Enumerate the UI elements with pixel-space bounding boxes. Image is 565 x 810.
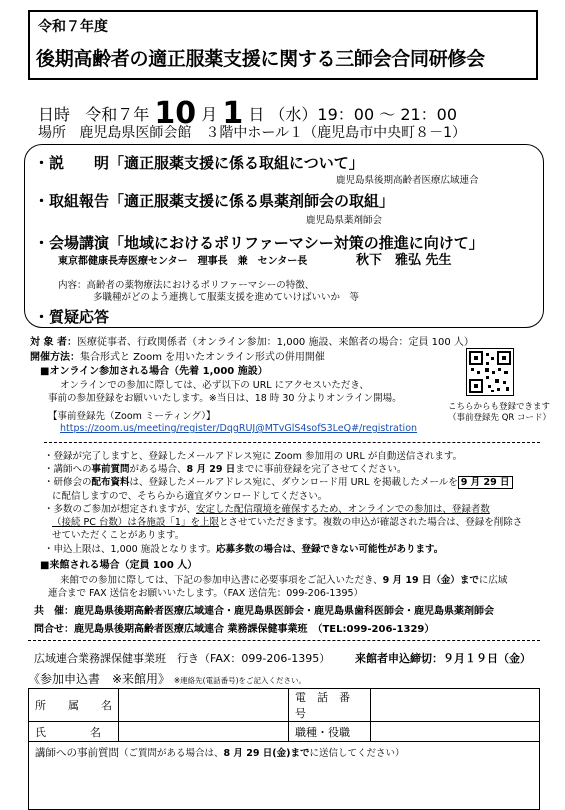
program-item-report: ・取組報告「適正服薬支援に係る県薬剤師会の取組」 xyxy=(34,192,395,210)
question-note-c: に送信してください） xyxy=(309,748,405,759)
form-title-note: ※連絡先(電話番号)をご記入ください。 xyxy=(173,676,307,685)
note-4-a: ・多数のご参加が想定されますが、 xyxy=(44,504,197,515)
sponsor-label: 共 催： xyxy=(34,606,74,617)
job-label: 職種・役職 xyxy=(289,722,371,742)
date-label: 日時 xyxy=(38,105,71,124)
note-2 xyxy=(44,461,406,475)
program-item-qa: ・質疑応答 xyxy=(34,308,110,326)
qr-note-1: こちらからも登録できます xyxy=(448,402,551,412)
date-month: 10 xyxy=(154,96,197,131)
lecture-speaker-name: 秋下 雅弘 先生 xyxy=(356,253,452,268)
date-day: 1 xyxy=(222,96,244,131)
question-note-a: （ご質問がある場合は、 xyxy=(119,748,224,759)
note-4-d: とさせていただきます。複数の申込が確認された場合は、登録を削除さ xyxy=(218,517,523,528)
form-title-text: 《参加申込書 ※来館用》 xyxy=(28,672,171,686)
date-day-unit: 日 xyxy=(248,105,265,124)
job-field[interactable] xyxy=(371,722,540,742)
note-2-e: までに事前登録を完了させてください。 xyxy=(235,464,407,475)
question-note-b: 8 月 29 日(金)まで xyxy=(223,748,310,759)
question-field[interactable] xyxy=(29,742,540,810)
online-line1: オンラインでの参加に際しては、必ず以下の URL にアクセスいただき、 xyxy=(60,380,369,391)
qr-code-icon[interactable] xyxy=(466,348,514,396)
note-3-c: は、登録したメールアドレス宛に、ダウンロード用 URL を掲載したメールを xyxy=(129,477,458,488)
date-weekday-time: （水）19：00 ～ 21：00 xyxy=(269,105,458,124)
qr-note-2: （事前登録先 QR コード） xyxy=(448,413,552,423)
venue-line1-c: に広域 xyxy=(478,575,508,586)
target-line xyxy=(30,333,474,348)
note-4-c: （接続 PC 台数）は各施設「1」を上限 xyxy=(52,517,219,528)
note-4 xyxy=(44,501,490,515)
date-era-year: 令和７年 xyxy=(85,105,150,124)
note-4-b: 安定した配信環境を確保するため、オンラインでの参加は、登録者数 xyxy=(196,504,490,515)
zoom-registration-link[interactable]: https://zoom.us/meeting/register/DqgRUJ@MTvGlS4sofS3LeQ#/registration xyxy=(60,423,418,434)
divider xyxy=(44,442,540,443)
place-line xyxy=(38,122,466,142)
application-form xyxy=(28,688,540,810)
lecture-content-line1: 内容：高齢者の薬物療法におけるポリファーマシーの特徴、 xyxy=(58,280,315,291)
note-3 xyxy=(44,474,513,488)
method-text: 集合形式と Zoom を用いたオンライン形式の併用開催 xyxy=(80,352,325,363)
place-label: 場所 xyxy=(38,125,66,141)
name-label: 氏 名 xyxy=(29,722,119,742)
note-5-b: 応募多数の場合は、登録できない可能性があります。 xyxy=(215,544,444,555)
note-2-b: 事前質問 xyxy=(91,464,130,475)
sponsor-text: 鹿児島県後期高齢者医療広域連合・鹿児島県医師会・鹿児島県歯科医師会・鹿児島県薬剤師会 xyxy=(74,606,494,617)
venue-line2: 連合まで FAX 送信をお願いいたします。（FAX 送信先：099-206-1395） xyxy=(48,588,364,599)
note-5-a: ・申込上限は、1,000 施設となります。 xyxy=(44,544,216,555)
note-3-b: 配布資料 xyxy=(91,477,130,488)
venue-heading: ■来館される場合（定員 100 人） xyxy=(40,560,198,571)
lecture-speaker-title: 東京都健康長寿医療センター 理事長 兼 センター長 xyxy=(58,256,308,267)
sponsor-line xyxy=(34,602,494,617)
date-month-unit: 月 xyxy=(201,105,218,124)
venue-line1-b: 9 月 19 日（金）まで xyxy=(382,575,479,586)
program-item-report-org: 鹿児島県薬剤師会 xyxy=(306,215,383,226)
form-title xyxy=(28,670,306,687)
program-item-explanation: ・説 明「適正服薬支援に係る取組について」 xyxy=(34,154,364,172)
note-4-cont2: せていただくことがあります。 xyxy=(52,530,185,541)
venue-line1-a: 来館での参加に際しては、下記の参加申込書に必要事項をご記入いただき、 xyxy=(60,575,383,586)
note-5 xyxy=(44,541,443,555)
question-label: 講師への事前質問 xyxy=(35,747,119,759)
page-title: 後期高齢者の適正服薬支援に関する三師会合同研修会 xyxy=(36,48,485,70)
note-3-a: ・研修会の xyxy=(44,477,92,488)
online-heading: ■オンライン参加される場合（先着 1,000 施設） xyxy=(40,366,268,377)
program-item-explanation-org: 鹿児島県後期高齢者医療広域連合 xyxy=(336,175,479,186)
inquiry-line xyxy=(34,620,434,635)
affiliation-field[interactable] xyxy=(119,689,289,722)
note-2-c: がある場合、 xyxy=(129,464,187,475)
online-reg-label: 【事前登録先（Zoom ミーティング）】 xyxy=(48,411,216,422)
note-2-d: 8 月 29 日 xyxy=(186,464,236,475)
venue-deadline: 来館者申込締切：９月１９日（金） xyxy=(355,652,531,665)
method-label: 開催方法： xyxy=(30,352,80,363)
affiliation-label: 所 属 名 xyxy=(29,689,119,722)
note-1: ・登録が完了しますと、登録したメールアドレス宛に Zoom 参加用の URL が自動送信されます。 xyxy=(44,451,463,462)
inquiry-label: 問合せ： xyxy=(34,624,74,635)
name-field[interactable] xyxy=(119,722,289,742)
phone-label: 電 話 番 号 xyxy=(289,689,371,722)
target-label: 対 象 者： xyxy=(30,337,77,348)
fax-destination: 広域連合業務課保健事業班 行き（FAX：099-206-1395） xyxy=(34,652,331,665)
method-line xyxy=(30,348,325,363)
event-year: 令和７年度 xyxy=(38,19,108,35)
place-text: 鹿児島県医師会館 ３階中ホール１（鹿児島市中央町８－1） xyxy=(79,125,466,141)
note-4-cont1 xyxy=(52,514,522,528)
program-item-lecture: ・会場講演「地域におけるポリファーマシー対策の推進に向けて」 xyxy=(34,234,484,252)
venue-line1 xyxy=(60,572,507,586)
note-3-cont: に配信しますので、そちらから適宜ダウンロードしてください。 xyxy=(52,491,328,502)
target-text: 医療従事者、行政関係者（オンライン参加：1,000 施設、来館者の場合：定員 100 人） xyxy=(76,337,474,348)
lecture-content-line2: 多職種がどのよう連携して服薬支援を進めていけばいいか 等 xyxy=(93,292,360,303)
online-line2: 事前の参加登録をお願いいたします。※当日は、18 時 30 分よりオンライン開場。 xyxy=(48,393,402,404)
cut-line xyxy=(28,640,540,641)
note-3-d: 9 月 29 日 xyxy=(458,476,513,489)
inquiry-text: 鹿児島県後期高齢者医療広域連合 業務課保健事業班 （TEL:099-206-1329） xyxy=(74,624,435,635)
note-2-a: ・講師への xyxy=(44,464,92,475)
phone-field[interactable] xyxy=(371,689,540,722)
